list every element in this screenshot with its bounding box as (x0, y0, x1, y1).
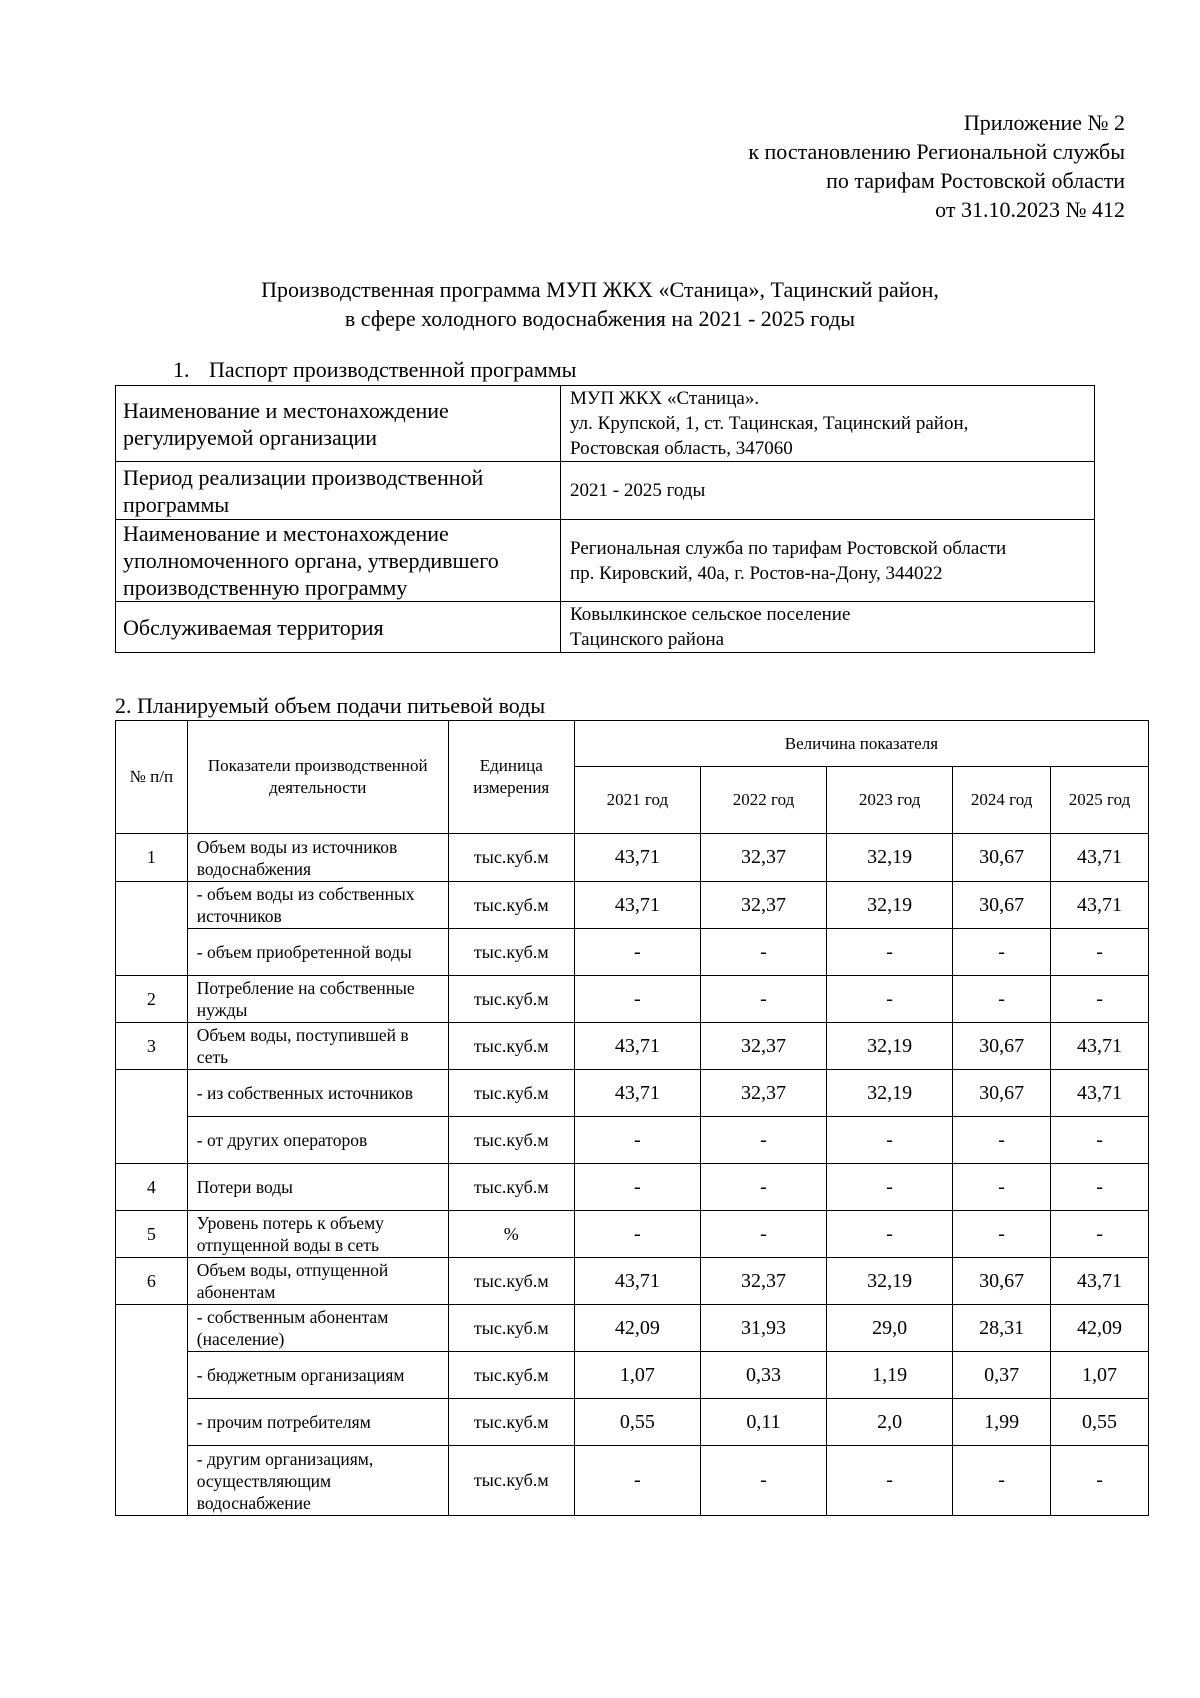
row-unit: тыс.куб.м (448, 1258, 574, 1305)
row-indicator: - прочим потребителям (187, 1399, 448, 1446)
header-year: 2025 год (1051, 767, 1149, 834)
row-value: - (1051, 1211, 1149, 1258)
row-value: - (700, 1164, 826, 1211)
row-value: - (827, 1446, 953, 1516)
document-title (0, 275, 1200, 333)
row-value: - (1051, 1446, 1149, 1516)
row-unit: тыс.куб.м (448, 1399, 574, 1446)
passport-value-line: Тацинского района (570, 629, 725, 650)
passport-value-line: 2021 - 2025 годы (570, 480, 706, 501)
passport-row (116, 462, 1095, 520)
section1-number: 1. (173, 357, 190, 382)
row-value: - (700, 1446, 826, 1516)
row-value: - (700, 929, 826, 976)
header-year: 2022 год (700, 767, 826, 834)
passport-value-line: Ростовская область, 347060 (570, 438, 793, 459)
header-unit: Единица измерения (448, 721, 574, 834)
row-value: 43,71 (574, 1258, 700, 1305)
row-indicator: Уровень потерь к объему отпущенной воды в сеть (187, 1211, 448, 1258)
passport-table (115, 385, 1095, 653)
row-number: 6 (116, 1258, 188, 1305)
passport-label: Обслуживаемая территория (116, 602, 561, 653)
row-unit: тыс.куб.м (448, 882, 574, 929)
appendix-line: по тарифам Ростовской области (826, 168, 1125, 193)
passport-row (116, 520, 1095, 602)
row-value: 30,67 (953, 1070, 1051, 1117)
passport-value-line: ул. Крупской, 1, ст. Тацинская, Тацинский район, (570, 413, 969, 434)
row-value: 1,07 (574, 1352, 700, 1399)
row-unit: тыс.куб.м (448, 1023, 574, 1070)
table-row (116, 1305, 1149, 1352)
row-value: - (574, 1164, 700, 1211)
passport-value (561, 386, 1095, 462)
header-indicator: Показатели производственной деятельности (187, 721, 448, 834)
row-value: - (953, 1164, 1051, 1211)
row-value: 32,19 (827, 1023, 953, 1070)
appendix-line: Приложение № 2 (963, 110, 1125, 135)
passport-row (116, 602, 1095, 653)
title-line: Производственная программа МУП ЖКХ «Станица», Тацинский район, (261, 277, 939, 302)
appendix-line: к постановлению Региональной службы (748, 139, 1125, 164)
passport-value-line: МУП ЖКХ «Станица». (570, 388, 760, 409)
row-value: 43,71 (574, 882, 700, 929)
row-value: - (574, 976, 700, 1023)
row-value: 43,71 (574, 1070, 700, 1117)
row-value: - (827, 1211, 953, 1258)
row-value: 0,11 (700, 1399, 826, 1446)
row-unit: тыс.куб.м (448, 1352, 574, 1399)
row-value: - (953, 1446, 1051, 1516)
row-value: 32,37 (700, 1023, 826, 1070)
row-value: 1,07 (1051, 1352, 1149, 1399)
table-row (116, 1446, 1149, 1516)
table-row (116, 1023, 1149, 1070)
row-number: 4 (116, 1164, 188, 1211)
row-indicator: - собственным абонентам (население) (187, 1305, 448, 1352)
row-value: 43,71 (1051, 882, 1149, 929)
passport-value-line: пр. Кировский, 40а, г. Ростов-на-Дону, 344022 (570, 562, 943, 584)
row-number (116, 882, 188, 976)
row-indicator: - от других операторов (187, 1117, 448, 1164)
row-indicator: Потребление на собственные нужды (187, 976, 448, 1023)
row-indicator: - другим организациям, осуществляющим водоснабжение (187, 1446, 448, 1516)
row-value: 2,0 (827, 1399, 953, 1446)
header-year: 2021 год (574, 767, 700, 834)
appendix-header (605, 108, 1125, 224)
table-row (116, 1117, 1149, 1164)
row-unit: % (448, 1211, 574, 1258)
table-row (116, 929, 1149, 976)
row-unit: тыс.куб.м (448, 1070, 574, 1117)
row-value: 42,09 (574, 1305, 700, 1352)
passport-value (561, 520, 1095, 602)
row-value: 31,93 (700, 1305, 826, 1352)
row-value: - (700, 1117, 826, 1164)
row-value: - (1051, 1117, 1149, 1164)
row-value: - (574, 1211, 700, 1258)
passport-value (561, 602, 1095, 653)
row-value: 32,19 (827, 834, 953, 882)
row-value: - (953, 976, 1051, 1023)
header-year: 2024 год (953, 767, 1051, 834)
row-indicator: - из собственных источников (187, 1070, 448, 1117)
header-year: 2023 год (827, 767, 953, 834)
row-value: 42,09 (1051, 1305, 1149, 1352)
row-value: 1,19 (827, 1352, 953, 1399)
row-value: - (827, 1117, 953, 1164)
row-value: 1,99 (953, 1399, 1051, 1446)
row-value: 30,67 (953, 882, 1051, 929)
passport-label: Наименование и местонахождение регулируемой организации (116, 386, 561, 462)
row-value: - (574, 1446, 700, 1516)
row-unit: тыс.куб.м (448, 929, 574, 976)
row-value: 0,55 (574, 1399, 700, 1446)
row-unit: тыс.куб.м (448, 1305, 574, 1352)
row-value: - (953, 1211, 1051, 1258)
section1-heading (173, 357, 576, 383)
row-value: - (1051, 976, 1149, 1023)
row-value: - (953, 1117, 1051, 1164)
row-value: 0,55 (1051, 1399, 1149, 1446)
row-value: 32,19 (827, 882, 953, 929)
row-value: 28,31 (953, 1305, 1051, 1352)
header-value-group: Величина показателя (574, 721, 1148, 767)
row-value: 30,67 (953, 834, 1051, 882)
row-value: - (700, 976, 826, 1023)
row-unit: тыс.куб.м (448, 1446, 574, 1516)
row-value: 0,37 (953, 1352, 1051, 1399)
row-unit: тыс.куб.м (448, 1117, 574, 1164)
row-value: - (827, 1164, 953, 1211)
row-value: 32,37 (700, 882, 826, 929)
table-row (116, 1164, 1149, 1211)
passport-value-line: Ковылкинское сельское поселение (570, 604, 851, 625)
section1-title: Паспорт производственной программы (209, 357, 577, 382)
row-value: 0,33 (700, 1352, 826, 1399)
row-value: 30,67 (953, 1258, 1051, 1305)
row-value: - (827, 976, 953, 1023)
row-unit: тыс.куб.м (448, 834, 574, 882)
table-row (116, 834, 1149, 882)
passport-label: Период реализации производственной программы (116, 462, 561, 520)
row-value: 32,19 (827, 1070, 953, 1117)
row-value: 43,71 (1051, 834, 1149, 882)
row-value: - (1051, 929, 1149, 976)
row-value: - (700, 1211, 826, 1258)
table-row (116, 1352, 1149, 1399)
row-number: 5 (116, 1211, 188, 1258)
row-indicator: Объем воды из источников водоснабжения (187, 834, 448, 882)
passport-value-line: Региональная служба по тарифам Ростовской области (570, 537, 1007, 559)
table-row (116, 976, 1149, 1023)
water-volume-table (115, 720, 1149, 1516)
title-line: в сфере холодного водоснабжения на 2021 - 2025 годы (344, 306, 856, 331)
table-row (116, 1258, 1149, 1305)
row-number: 3 (116, 1023, 188, 1070)
row-value: 29,0 (827, 1305, 953, 1352)
row-indicator: - объем воды из собственных источников (187, 882, 448, 929)
row-value: 43,71 (574, 1023, 700, 1070)
row-value: - (574, 929, 700, 976)
table-row (116, 1211, 1149, 1258)
row-value: 30,67 (953, 1023, 1051, 1070)
table-row (116, 882, 1149, 929)
row-indicator: - бюджетным организациям (187, 1352, 448, 1399)
row-indicator: - объем приобретенной воды (187, 929, 448, 976)
header-no: № п/п (116, 721, 188, 834)
row-value: 32,37 (700, 1258, 826, 1305)
row-value: 32,37 (700, 1070, 826, 1117)
table-row (116, 1070, 1149, 1117)
row-unit: тыс.куб.м (448, 976, 574, 1023)
row-value: 43,71 (1051, 1070, 1149, 1117)
row-value: 43,71 (574, 834, 700, 882)
table-row (116, 1399, 1149, 1446)
row-indicator: Объем воды, поступившей в сеть (187, 1023, 448, 1070)
row-value: 43,71 (1051, 1258, 1149, 1305)
row-value: 43,71 (1051, 1023, 1149, 1070)
row-indicator: Объем воды, отпущенной абонентам (187, 1258, 448, 1305)
row-value: - (827, 929, 953, 976)
row-value: - (574, 1117, 700, 1164)
row-number (116, 1070, 188, 1164)
passport-value (561, 462, 1095, 520)
row-indicator: Потери воды (187, 1164, 448, 1211)
row-value: 32,19 (827, 1258, 953, 1305)
row-value: - (953, 929, 1051, 976)
row-number (116, 1305, 188, 1516)
row-unit: тыс.куб.м (448, 1164, 574, 1211)
row-value: 32,37 (700, 834, 826, 882)
row-value: - (1051, 1164, 1149, 1211)
passport-label: Наименование и местонахождение уполномоченного органа, утвердившего производственную программу (116, 520, 561, 602)
section2-heading: 2. Планируемый объем подачи питьевой воды (115, 693, 546, 718)
passport-row (116, 386, 1095, 462)
row-number: 2 (116, 976, 188, 1023)
appendix-line: от 31.10.2023 № 412 (935, 197, 1125, 222)
row-number: 1 (116, 834, 188, 882)
